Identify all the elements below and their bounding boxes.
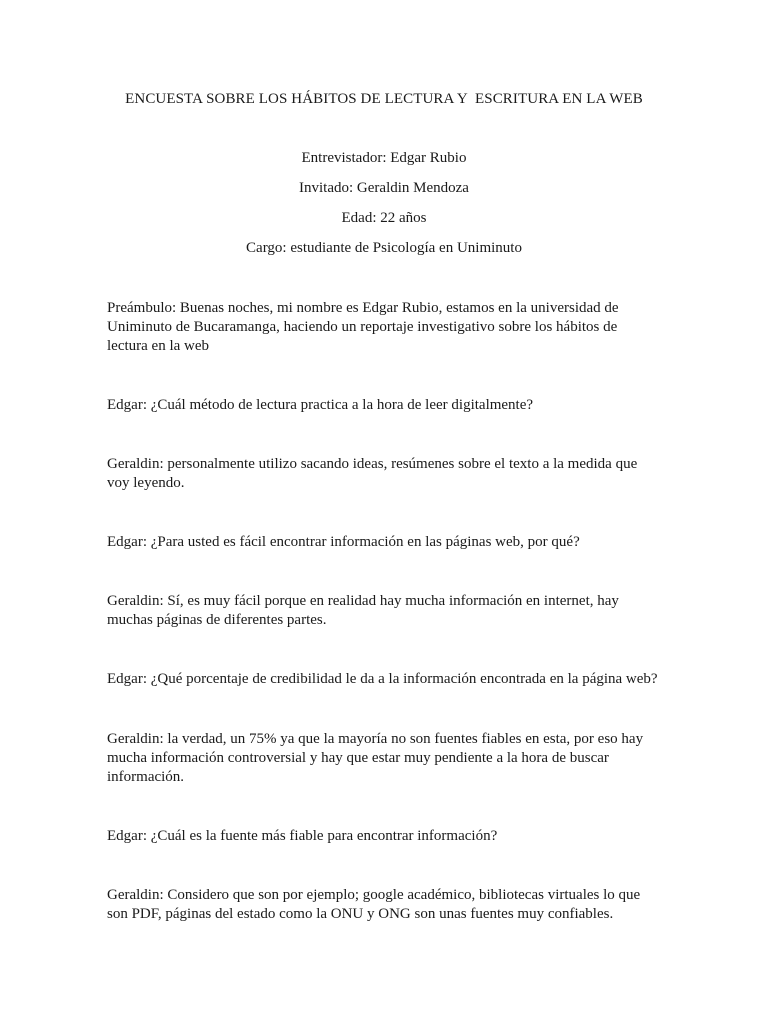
age-line: Edad: 22 años bbox=[341, 210, 427, 226]
dialogue-answer-2: Geraldin: Sí, es muy fácil porque en realidad hay mucha información en internet, hay muchas páginas de diferentes partes. bbox=[107, 593, 619, 628]
document-title: ENCUESTA SOBRE LOS HÁBITOS DE LECTURA Y ESCRITURA EN LA WEB bbox=[125, 91, 643, 107]
interviewer-line: Entrevistador: Edgar Rubio bbox=[301, 150, 467, 166]
preamble-paragraph: Preámbulo: Buenas noches, mi nombre es Edgar Rubio, estamos en la universidad de Uniminuto de Bucaramanga, haciendo un reportaje investigativo sobre los hábitos de lectura en la web bbox=[107, 300, 619, 354]
dialogue-answer-1: Geraldin: personalmente utilizo sacando ideas, resúmenes sobre el texto a la medida que voy leyendo. bbox=[107, 456, 638, 491]
role-line: Cargo: estudiante de Psicología en Uniminuto bbox=[246, 240, 522, 256]
dialogue-question-4: Edgar: ¿Cuál es la fuente más fiable para encontrar información? bbox=[107, 828, 498, 844]
dialogue-answer-4: Geraldin: Considero que son por ejemplo; google académico, bibliotecas virtuales lo que son PDF, páginas del estado como la ONU y ONG son unas fuentes muy confiables. bbox=[107, 887, 641, 922]
guest-line: Invitado: Geraldin Mendoza bbox=[299, 180, 469, 196]
dialogue-question-1: Edgar: ¿Cuál método de lectura practica a la hora de leer digitalmente? bbox=[107, 397, 534, 413]
dialogue-question-2: Edgar: ¿Para usted es fácil encontrar información en las páginas web, por qué? bbox=[107, 534, 580, 550]
dialogue-question-3: Edgar: ¿Qué porcentaje de credibilidad le da a la información encontrada en la página web? bbox=[107, 671, 658, 687]
dialogue-answer-3: Geraldin: la verdad, un 75% ya que la mayoría no son fuentes fiables en esta, por eso hay mucha información controversial y hay que estar muy pendiente a la hora de buscar información. bbox=[107, 731, 644, 785]
